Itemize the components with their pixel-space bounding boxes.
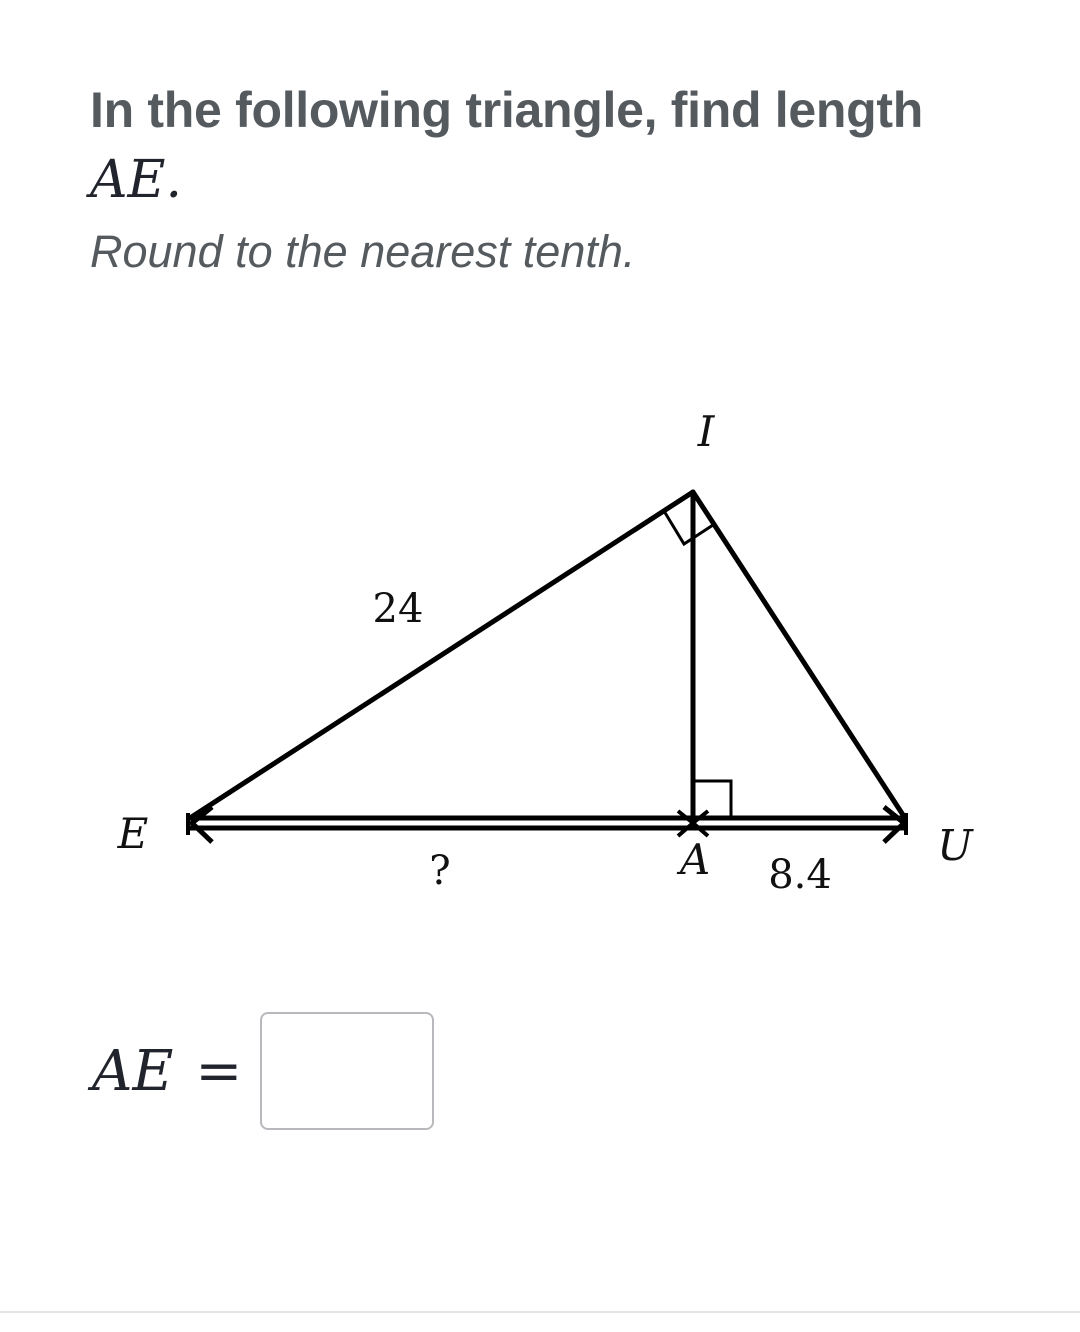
side-EI [190,492,693,818]
vertex-label-A: A [679,835,711,884]
vertex-label-E: E [117,809,149,858]
answer-row [92,1010,434,1132]
right-angle-marker-A [693,781,731,818]
bottom-divider [0,1311,1080,1313]
answer-input[interactable] [260,1012,434,1130]
question-target-variable: AE. [90,150,183,210]
side-IU [693,492,905,818]
question-instruction: Round to the nearest tenth. [90,226,636,277]
side-label-AU: 8.4 [768,852,832,898]
vertex-label-I: I [697,407,715,456]
equals-sign: = [195,1038,243,1104]
side-label-EA: ? [429,848,451,894]
question-title: In the following triangle, find length [90,82,923,138]
side-label-EI: 24 [372,586,424,632]
vertex-label-U: U [937,821,973,870]
answer-variable: AE [92,1038,174,1104]
